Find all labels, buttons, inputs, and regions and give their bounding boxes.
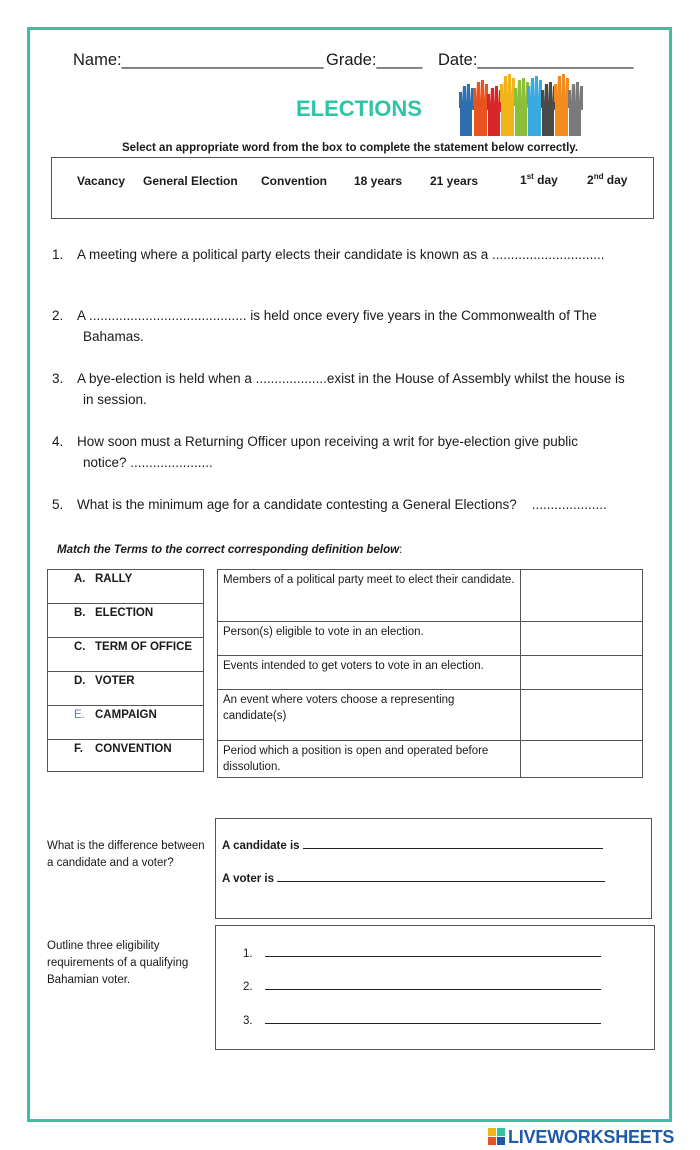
word-bank-item: 2nd day: [587, 172, 628, 187]
question-1[interactable]: 1. A meeting where a political party elects their candidate is known as a ..............................: [52, 247, 605, 262]
term-cell[interactable]: B. ELECTION: [48, 604, 204, 638]
question-4[interactable]: 4. How soon must a Returning Officer upon receiving a writ for bye-election give public notice? ......................: [52, 434, 578, 470]
definition-cell: Person(s) eligible to vote in an election.: [218, 622, 521, 656]
term-cell[interactable]: E. CAMPAIGN: [48, 706, 204, 740]
answer-cell[interactable]: [521, 570, 643, 622]
term-cell[interactable]: F. CONVENTION: [48, 740, 204, 772]
definition-cell: Period which a position is open and operated before dissolution.: [218, 741, 521, 778]
answer-cell[interactable]: [521, 741, 643, 778]
liveworksheets-brand[interactable]: LIVEWORKSHEETS: [488, 1127, 674, 1148]
definition-cell: Members of a political party meet to elect their candidate.: [218, 570, 521, 622]
candidate-answer[interactable]: A candidate is: [222, 836, 603, 852]
liveworksheets-logo-icon: [488, 1128, 505, 1145]
word-bank-item: 18 years: [354, 174, 403, 188]
word-bank-item: Vacancy: [77, 174, 126, 188]
question-2[interactable]: 2. A .......................................... is held once every five years in the Commonwealth of The Bahamas.: [52, 308, 597, 344]
eligibility-line-3[interactable]: 3.: [243, 1011, 601, 1027]
grade-field[interactable]: Grade:_____: [326, 51, 423, 69]
answer-cell[interactable]: [521, 622, 643, 656]
word-bank-item: 1st day: [520, 172, 558, 187]
match-title: Match the Terms to the correct corresponding definition below:: [57, 544, 403, 556]
voter-answer[interactable]: A voter is: [222, 869, 605, 885]
raised-hands-icon: [456, 70, 596, 136]
question-5[interactable]: 5. What is the minimum age for a candidate contesting a General Elections? ....................: [52, 497, 607, 512]
eligibility-line-1[interactable]: 1.: [243, 944, 601, 960]
definition-cell: Events intended to get voters to vote in an election.: [218, 656, 521, 690]
instructions: Select an appropriate word from the box to complete the statement below correctly.: [121, 142, 579, 154]
terms-table: [47, 569, 204, 772]
name-field[interactable]: Name:______________________: [73, 51, 324, 69]
term-cell[interactable]: D. VOTER: [48, 672, 204, 706]
date-field[interactable]: Date:_________________: [438, 51, 634, 69]
question-3[interactable]: 3. A bye-election is held when a ...................exist in the House of Assembly whilst the house is in session.: [52, 371, 625, 407]
word-bank-item: General Election: [143, 174, 238, 188]
word-bank-box: [51, 157, 654, 219]
difference-prompt: What is the difference between a candidate and a voter?: [47, 840, 205, 869]
definition-cell: An event where voters choose a representing candidate(s): [218, 690, 521, 741]
answer-cell[interactable]: [521, 656, 643, 690]
eligibility-line-2[interactable]: 2.: [243, 977, 601, 993]
page-title: ELECTIONS: [296, 96, 422, 121]
word-bank-item: Convention: [261, 174, 327, 188]
answer-cell[interactable]: [521, 690, 643, 741]
definitions-table: [217, 569, 643, 778]
term-cell[interactable]: A. RALLY: [48, 570, 204, 604]
word-bank-item: 21 years: [430, 174, 479, 188]
eligibility-prompt: Outline three eligibility requirements of a qualifying Bahamian voter.: [47, 940, 189, 986]
term-cell[interactable]: C. TERM OF OFFICE: [48, 638, 204, 672]
